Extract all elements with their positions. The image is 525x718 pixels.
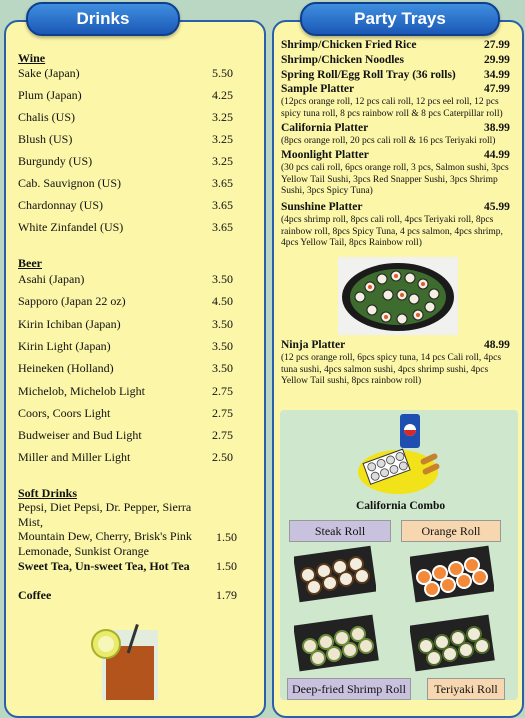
coffee-price: 1.79 bbox=[216, 588, 237, 602]
wine-item-name: Burgundy (US) bbox=[18, 154, 93, 168]
beer-item-price: 2.75 bbox=[212, 405, 233, 420]
beer-item-name: Miller and Miller Light bbox=[18, 450, 131, 465]
beer-item-name: Michelob, Michelob Light bbox=[18, 383, 145, 398]
soft-drinks-line: Mountain Dew, Cherry, Brisk's Pink bbox=[18, 529, 192, 543]
beer-item-name: Coors, Coors Light bbox=[18, 405, 111, 420]
beer-item-price: 3.50 bbox=[212, 316, 233, 331]
tray-price: 44.99 bbox=[484, 149, 510, 161]
beer-item-price: 2.75 bbox=[212, 383, 233, 398]
tray-name: Moonlight Platter bbox=[281, 149, 369, 161]
beer-item-price: 3.50 bbox=[212, 272, 233, 286]
tray-price: 38.99 bbox=[484, 122, 510, 134]
wine-title: Wine bbox=[18, 51, 46, 65]
beer-item-name: Budweiser and Bud Light bbox=[18, 428, 142, 443]
steak-roll-image bbox=[294, 545, 376, 603]
soft-drinks-line: Lemonade, Sunkist Orange bbox=[18, 543, 149, 558]
teriyaki-roll-image bbox=[410, 612, 496, 672]
soft-drinks-description bbox=[18, 500, 218, 558]
wine-item-name: Blush (US) bbox=[18, 132, 73, 146]
orange-roll-image bbox=[410, 545, 494, 603]
wine-item-name: Cab. Sauvignon (US) bbox=[18, 176, 121, 190]
soft-drinks-price: 1.50 bbox=[216, 530, 237, 544]
beer-item-price: 3.50 bbox=[212, 338, 233, 353]
beer-item-name: Heineken (Holland) bbox=[18, 361, 114, 376]
wine-item-price: 5.50 bbox=[212, 66, 233, 80]
california-combo-title: California Combo bbox=[356, 500, 446, 512]
wine-item-price: 4.25 bbox=[212, 88, 233, 102]
beer-item-price: 4.50 bbox=[212, 294, 233, 309]
wine-item-price: 3.65 bbox=[212, 176, 233, 190]
wine-item-price: 3.25 bbox=[212, 132, 233, 146]
tray-name: Sunshine Platter bbox=[281, 201, 363, 213]
wine-item-price: 3.65 bbox=[212, 220, 233, 234]
tray-name: Shrimp/Chicken Fried Rice bbox=[281, 39, 417, 51]
tray-name: Shrimp/Chicken Noodles bbox=[281, 54, 405, 66]
wine-item-price: 3.65 bbox=[212, 198, 233, 212]
beer-item-name: Sapporo (Japan 22 oz) bbox=[18, 294, 126, 309]
sushi-platter-image bbox=[338, 257, 458, 335]
deep-fried-shrimp-roll-image bbox=[294, 612, 380, 672]
drinks-header: Drinks bbox=[26, 2, 180, 36]
wine-item-price: 3.25 bbox=[212, 154, 233, 168]
tray-description: (30 pcs cali roll, 6pcs orange roll, 3 pcs, Salmon sushi, 3pcs Yellow Tail Sushi, 3pcs Red Snapper Sushi, 3pcs Shrimp Sushi, 3pcs Spicy Tuna) bbox=[281, 163, 509, 196]
sweet-tea-name: Sweet Tea, Un-sweet Tea, Hot Tea bbox=[18, 559, 190, 573]
wine-item-name: Chardonnay (US) bbox=[18, 198, 103, 212]
tray-price: 47.99 bbox=[484, 83, 510, 95]
tray-name: Ninja Platter bbox=[281, 339, 346, 351]
tray-description: (12 pcs orange roll, 6pcs spicy tuna, 14 pcs Cali roll, 4pcs tuna sushi, 4pcs salmon sushi, 4pcs shrimp sushi, 4pcs Yellow Tail sushi, 8pcs rainbow roll) bbox=[281, 353, 502, 386]
california-combo-image bbox=[356, 412, 446, 498]
wine-item-name: Sake (Japan) bbox=[18, 66, 80, 80]
party-trays-header: Party Trays bbox=[300, 2, 500, 36]
tray-description: (8pcs orange roll, 20 pcs cali roll & 16 pcs Teriyaki roll) bbox=[281, 136, 496, 146]
wine-item-name: White Zinfandel (US) bbox=[18, 220, 124, 234]
tray-description: (12pcs orange roll, 12 pcs cali roll, 12 pcs eel roll, 12 pcs spicy tuna roll, 8 pcs rainbow roll & 8 pcs Caterpillar roll) bbox=[281, 97, 503, 119]
beer-item-name: Kirin Light (Japan) bbox=[18, 338, 111, 353]
tray-description: (4pcs shrimp roll, 8pcs cali roll, 4pcs Teriyaki roll, 8pcs rainbow roll, 8pcs Spicy Tuna, 4 pcs salmon, 4pcs shrimp, 4pcs Yellow Tail, 8pcs Rainbow roll) bbox=[281, 215, 503, 248]
tray-price: 34.99 bbox=[484, 69, 510, 81]
steak-roll-label: Steak Roll bbox=[289, 520, 391, 542]
tray-name: Sample Platter bbox=[281, 83, 355, 95]
beer-item-price: 2.50 bbox=[212, 450, 233, 465]
deep-fried-shrimp-roll-label: Deep-fried Shrimp Roll bbox=[287, 678, 411, 700]
wine-item-name: Chalis (US) bbox=[18, 110, 75, 124]
tray-price: 27.99 bbox=[484, 39, 510, 51]
tray-price: 45.99 bbox=[484, 201, 510, 213]
beer-item-name: Asahi (Japan) bbox=[18, 272, 85, 286]
tray-name: California Platter bbox=[281, 122, 369, 134]
tray-name: Spring Roll/Egg Roll Tray (36 rolls) bbox=[281, 69, 456, 81]
teriyaki-roll-label: Teriyaki Roll bbox=[427, 678, 505, 700]
beer-item-name: Kirin Ichiban (Japan) bbox=[18, 316, 121, 331]
tray-price: 48.99 bbox=[484, 339, 510, 351]
coffee-name: Coffee bbox=[18, 588, 52, 602]
wine-item-name: Plum (Japan) bbox=[18, 88, 82, 102]
soft-drinks-title: Soft Drinks bbox=[18, 486, 78, 500]
wine-item-price: 3.25 bbox=[212, 110, 233, 124]
sweet-tea-price: 1.50 bbox=[216, 559, 237, 573]
orange-roll-label: Orange Roll bbox=[401, 520, 501, 542]
beer-item-price: 3.50 bbox=[212, 361, 233, 376]
beer-title: Beer bbox=[18, 256, 42, 270]
iced-tea-image bbox=[84, 624, 176, 700]
beer-item-price: 2.75 bbox=[212, 428, 233, 443]
soft-drinks-line: Pepsi, Diet Pepsi, Dr. Pepper, Sierra Mist, bbox=[18, 500, 192, 529]
tray-price: 29.99 bbox=[484, 54, 510, 66]
